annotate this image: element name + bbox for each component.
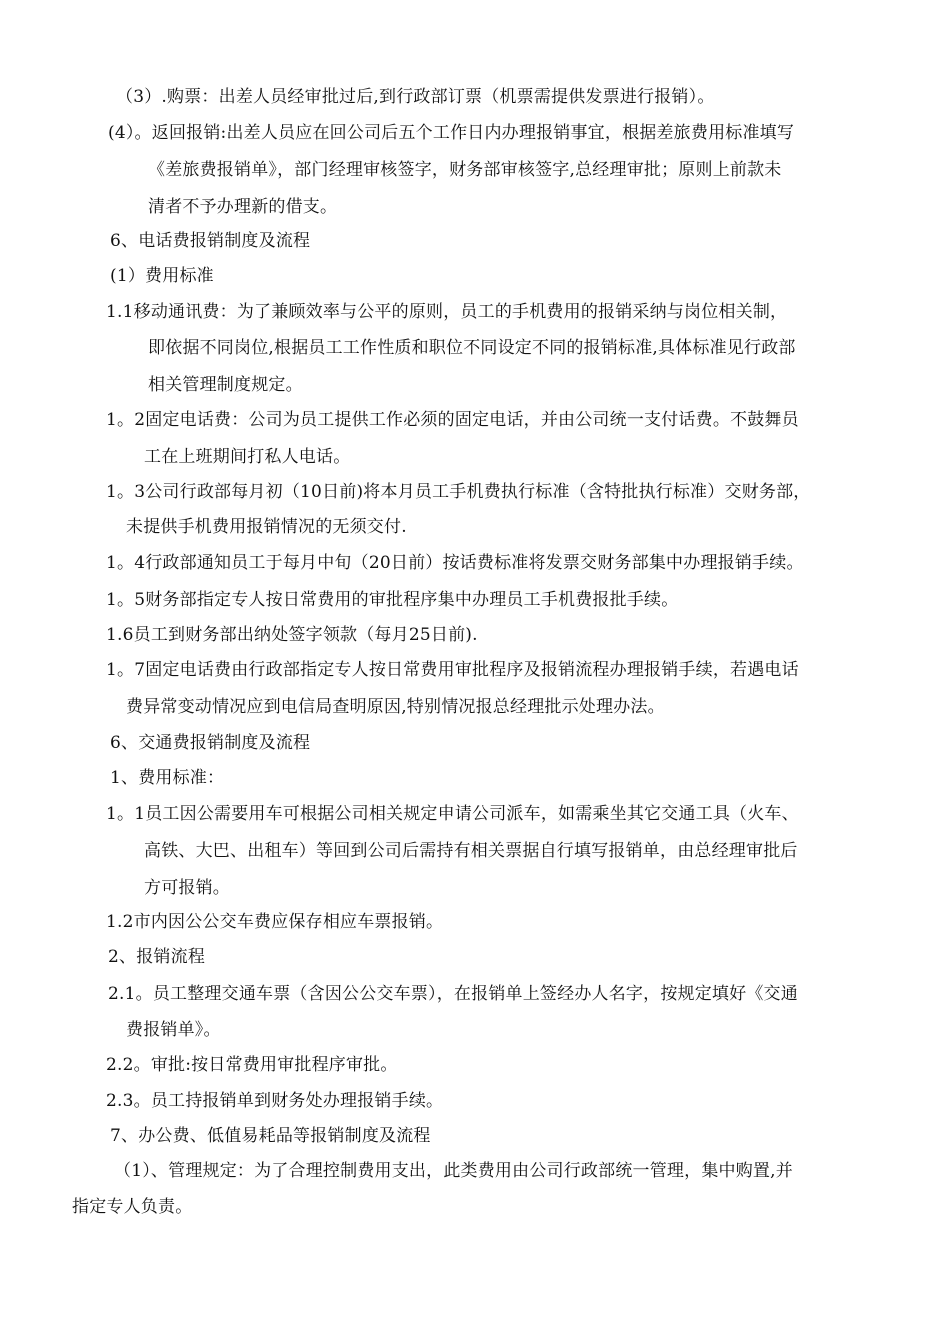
paragraph-line: 《差旅费报销单》，部门经理审核签字，财务部审核签字,总经理审批；原则上前款未 xyxy=(148,160,782,180)
section-heading: 6、交通费报销制度及流程 xyxy=(110,733,311,753)
paragraph-line: 1。2固定电话费：公司为员工提供工作必须的固定电话，并由公司统一支付话费。不鼓舞员 xyxy=(106,410,799,430)
section-heading: 7、办公费、低值易耗品等报销制度及流程 xyxy=(110,1126,431,1146)
paragraph-line: 未提供手机费用报销情况的无须交付. xyxy=(126,517,407,537)
subsection-heading: 1、费用标准： xyxy=(110,768,225,788)
paragraph-line: （3）.购票：出差人员经审批过后,到行政部订票（机票需提供发票进行报销）。 xyxy=(116,87,715,107)
paragraph-line: 1.6员工到财务部出纳处签字领款（每月25日前). xyxy=(106,625,478,645)
paragraph-line: 费异常变动情况应到电信局查明原因,特别情况报总经理批示处理办法。 xyxy=(126,697,665,717)
subsection-heading: (1）费用标准 xyxy=(110,266,214,286)
paragraph-line: 1.2市内因公公交车费应保存相应车票报销。 xyxy=(106,912,444,932)
paragraph-line: 工在上班期间打私人电话。 xyxy=(144,447,351,467)
paragraph-line: 方可报销。 xyxy=(144,878,230,898)
paragraph-line: 1。3公司行政部每月初（10日前)将本月员工手机费执行标准（含特批执行标准）交财务部， xyxy=(106,482,811,502)
paragraph-line: 2.3。员工持报销单到财务处办理报销手续。 xyxy=(106,1091,444,1111)
paragraph-line: 高铁、大巴、出租车）等回到公司后需持有相关票据自行填写报销单，由总经理审批后 xyxy=(144,841,798,861)
paragraph-line: （1）、管理规定：为了合理控制费用支出，此类费用由公司行政部统一管理，集中购置,并 xyxy=(114,1161,793,1181)
paragraph-line: 1。4行政部通知员工于每月中旬（20日前）按话费标准将发票交财务部集中办理报销手续。 xyxy=(106,553,804,573)
paragraph-line: 即依据不同岗位,根据员工工作性质和职位不同设定不同的报销标准,具体标准见行政部 xyxy=(148,338,796,358)
paragraph-line: 1。1员工因公需要用车可根据公司相关规定申请公司派车，如需乘坐其它交通工具（火车、 xyxy=(106,804,799,824)
section-heading: 6、电话费报销制度及流程 xyxy=(110,231,311,251)
paragraph-line: (4）。返回报销:出差人员应在回公司后五个工作日内办理报销事宜，根据差旅费用标准填写 xyxy=(108,123,795,143)
paragraph-line: 相关管理制度规定。 xyxy=(148,375,303,395)
paragraph-line: 2.2。审批:按日常费用审批程序审批。 xyxy=(106,1055,398,1075)
paragraph-line: 1。7固定电话费由行政部指定专人按日常费用审批程序及报销流程办理报销手续，若遇电话 xyxy=(106,660,799,680)
paragraph-line: 1.1移动通讯费：为了兼顾效率与公平的原则，员工的手机费用的报销采纳与岗位相关制， xyxy=(106,302,788,322)
paragraph-line: 2.1。员工整理交通车票（含因公公交车票），在报销单上签经办人名字，按规定填好《交通 xyxy=(108,984,798,1004)
paragraph-line: 指定专人负责。 xyxy=(72,1197,193,1217)
paragraph-line: 费报销单》。 xyxy=(126,1020,221,1040)
paragraph-line: 1。5财务部指定专人按日常费用的审批程序集中办理员工手机费报批手续。 xyxy=(106,590,679,610)
paragraph-line: 清者不予办理新的借支。 xyxy=(148,197,338,217)
subsection-heading: 2、报销流程 xyxy=(108,947,206,967)
